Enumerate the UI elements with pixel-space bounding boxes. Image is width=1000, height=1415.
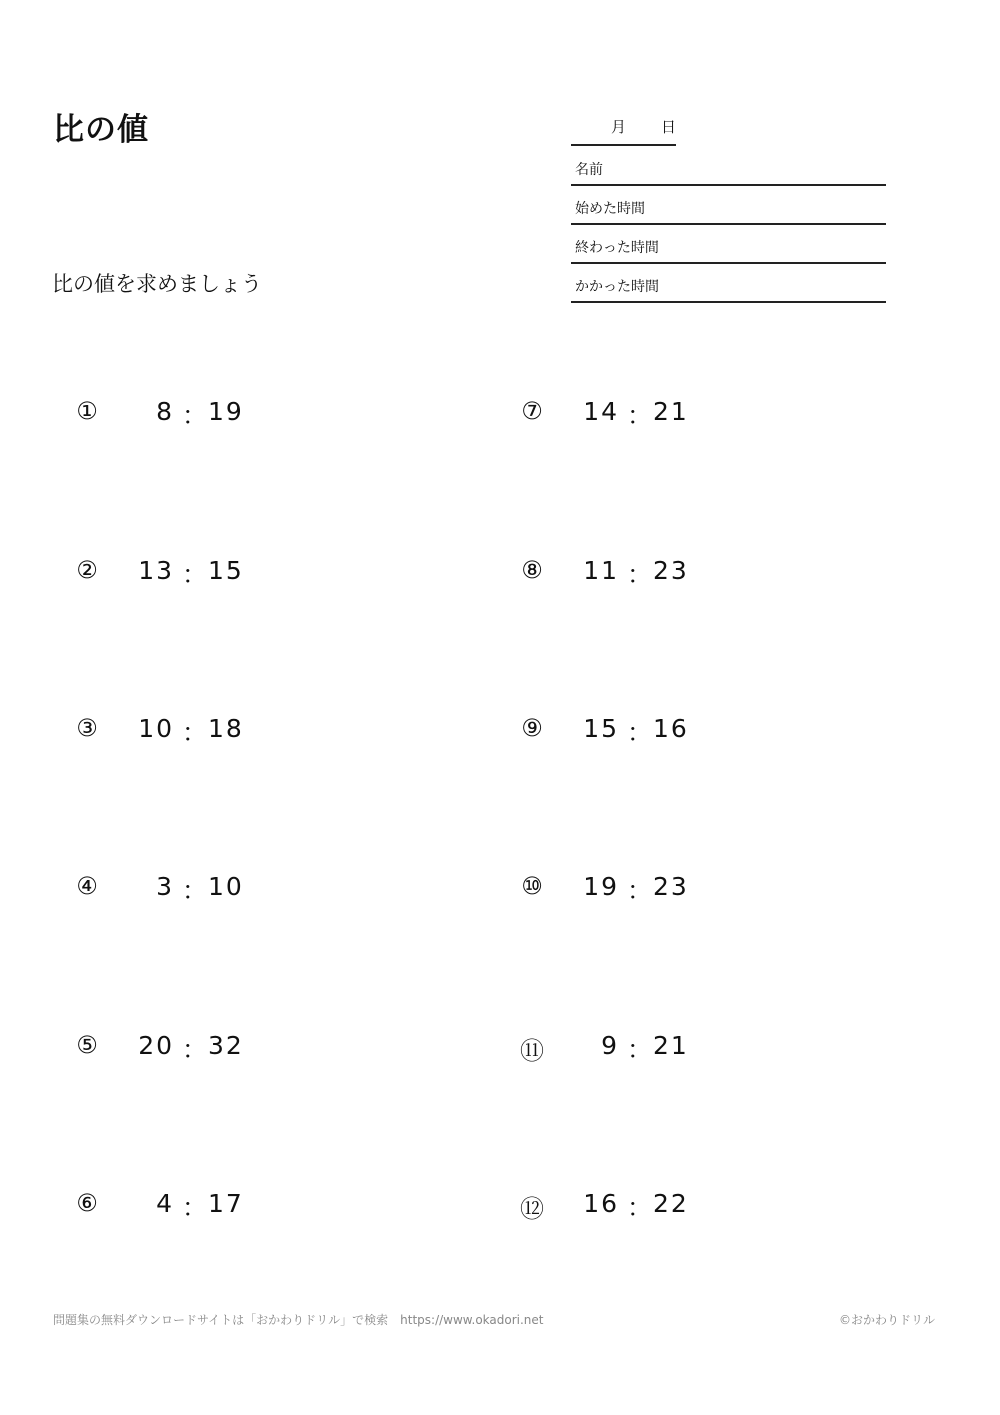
date-field [571, 110, 676, 146]
problem-number: ② [76, 556, 98, 584]
ratio-colon: ： [182, 718, 208, 747]
ratio-right: 22 [653, 1189, 689, 1218]
ratio-left: 9 [601, 1031, 619, 1060]
ratio-right: 16 [653, 714, 689, 743]
ratio-colon: ： [182, 401, 208, 430]
ratio-left: 20 [138, 1031, 174, 1060]
ratio-left: 8 [156, 397, 174, 426]
ratio-right: 21 [653, 397, 689, 426]
ratio-left: 13 [138, 556, 174, 585]
ratio-right: 15 [208, 556, 244, 585]
ratio-left: 3 [156, 872, 174, 901]
start-time-field [571, 186, 886, 225]
ratio-left: 19 [583, 872, 619, 901]
ratio-colon: ： [627, 1035, 653, 1064]
month-label: 月 [611, 118, 627, 136]
problem-number: ⑥ [76, 1189, 98, 1217]
problem-number: ⑦ [521, 397, 543, 425]
ratio-right: 19 [208, 397, 244, 426]
problem-number: ④ [76, 872, 98, 900]
ratio-colon: ： [182, 1035, 208, 1064]
ratio-left: 4 [156, 1189, 174, 1218]
problem-number: ⑧ [521, 556, 543, 584]
problem-number: ① [76, 397, 98, 425]
problem-number: ⑤ [76, 1031, 98, 1059]
footer-site-note: 問題集の無料ダウンロードサイトは「おかわりドリル」で検索 https://www.okadori.net [53, 1313, 544, 1327]
end-time-field [571, 225, 886, 264]
ratio-colon: ： [182, 876, 208, 905]
ratio-colon: ： [182, 1193, 208, 1222]
ratio-left: 16 [583, 1189, 619, 1218]
elapsed-time-label: かかった時間 [575, 279, 659, 295]
start-time-label: 始めた時間 [575, 201, 645, 217]
ratio-left: 11 [583, 556, 619, 585]
ratio-right: 18 [208, 714, 244, 743]
problem-number: ⑫ [520, 1195, 544, 1223]
name-field [571, 147, 886, 186]
ratio-right: 23 [653, 556, 689, 585]
ratio-left: 14 [583, 397, 619, 426]
instruction-text: 比の値を求めましょう [52, 272, 262, 296]
ratio-colon: ： [182, 560, 208, 589]
problem-number: ⑨ [521, 714, 543, 742]
end-time-label: 終わった時間 [575, 240, 659, 256]
ratio-colon: ： [627, 718, 653, 747]
problem-number: ③ [76, 714, 98, 742]
ratio-right: 10 [208, 872, 244, 901]
footer-copyright: ©おかわりドリル [838, 1313, 935, 1327]
elapsed-time-field [571, 264, 886, 303]
ratio-colon: ： [627, 560, 653, 589]
ratio-left: 10 [138, 714, 174, 743]
ratio-colon: ： [627, 1193, 653, 1222]
ratio-colon: ： [627, 401, 653, 430]
ratio-right: 23 [653, 872, 689, 901]
name-label: 名前 [575, 162, 603, 178]
ratio-right: 32 [208, 1031, 244, 1060]
ratio-right: 17 [208, 1189, 244, 1218]
day-label: 日 [661, 118, 677, 136]
problem-number: ⑪ [520, 1037, 544, 1065]
problem-number: ⑩ [521, 872, 543, 900]
ratio-colon: ： [627, 876, 653, 905]
worksheet-title: 比の値 [53, 112, 149, 148]
ratio-right: 21 [653, 1031, 689, 1060]
ratio-left: 15 [583, 714, 619, 743]
